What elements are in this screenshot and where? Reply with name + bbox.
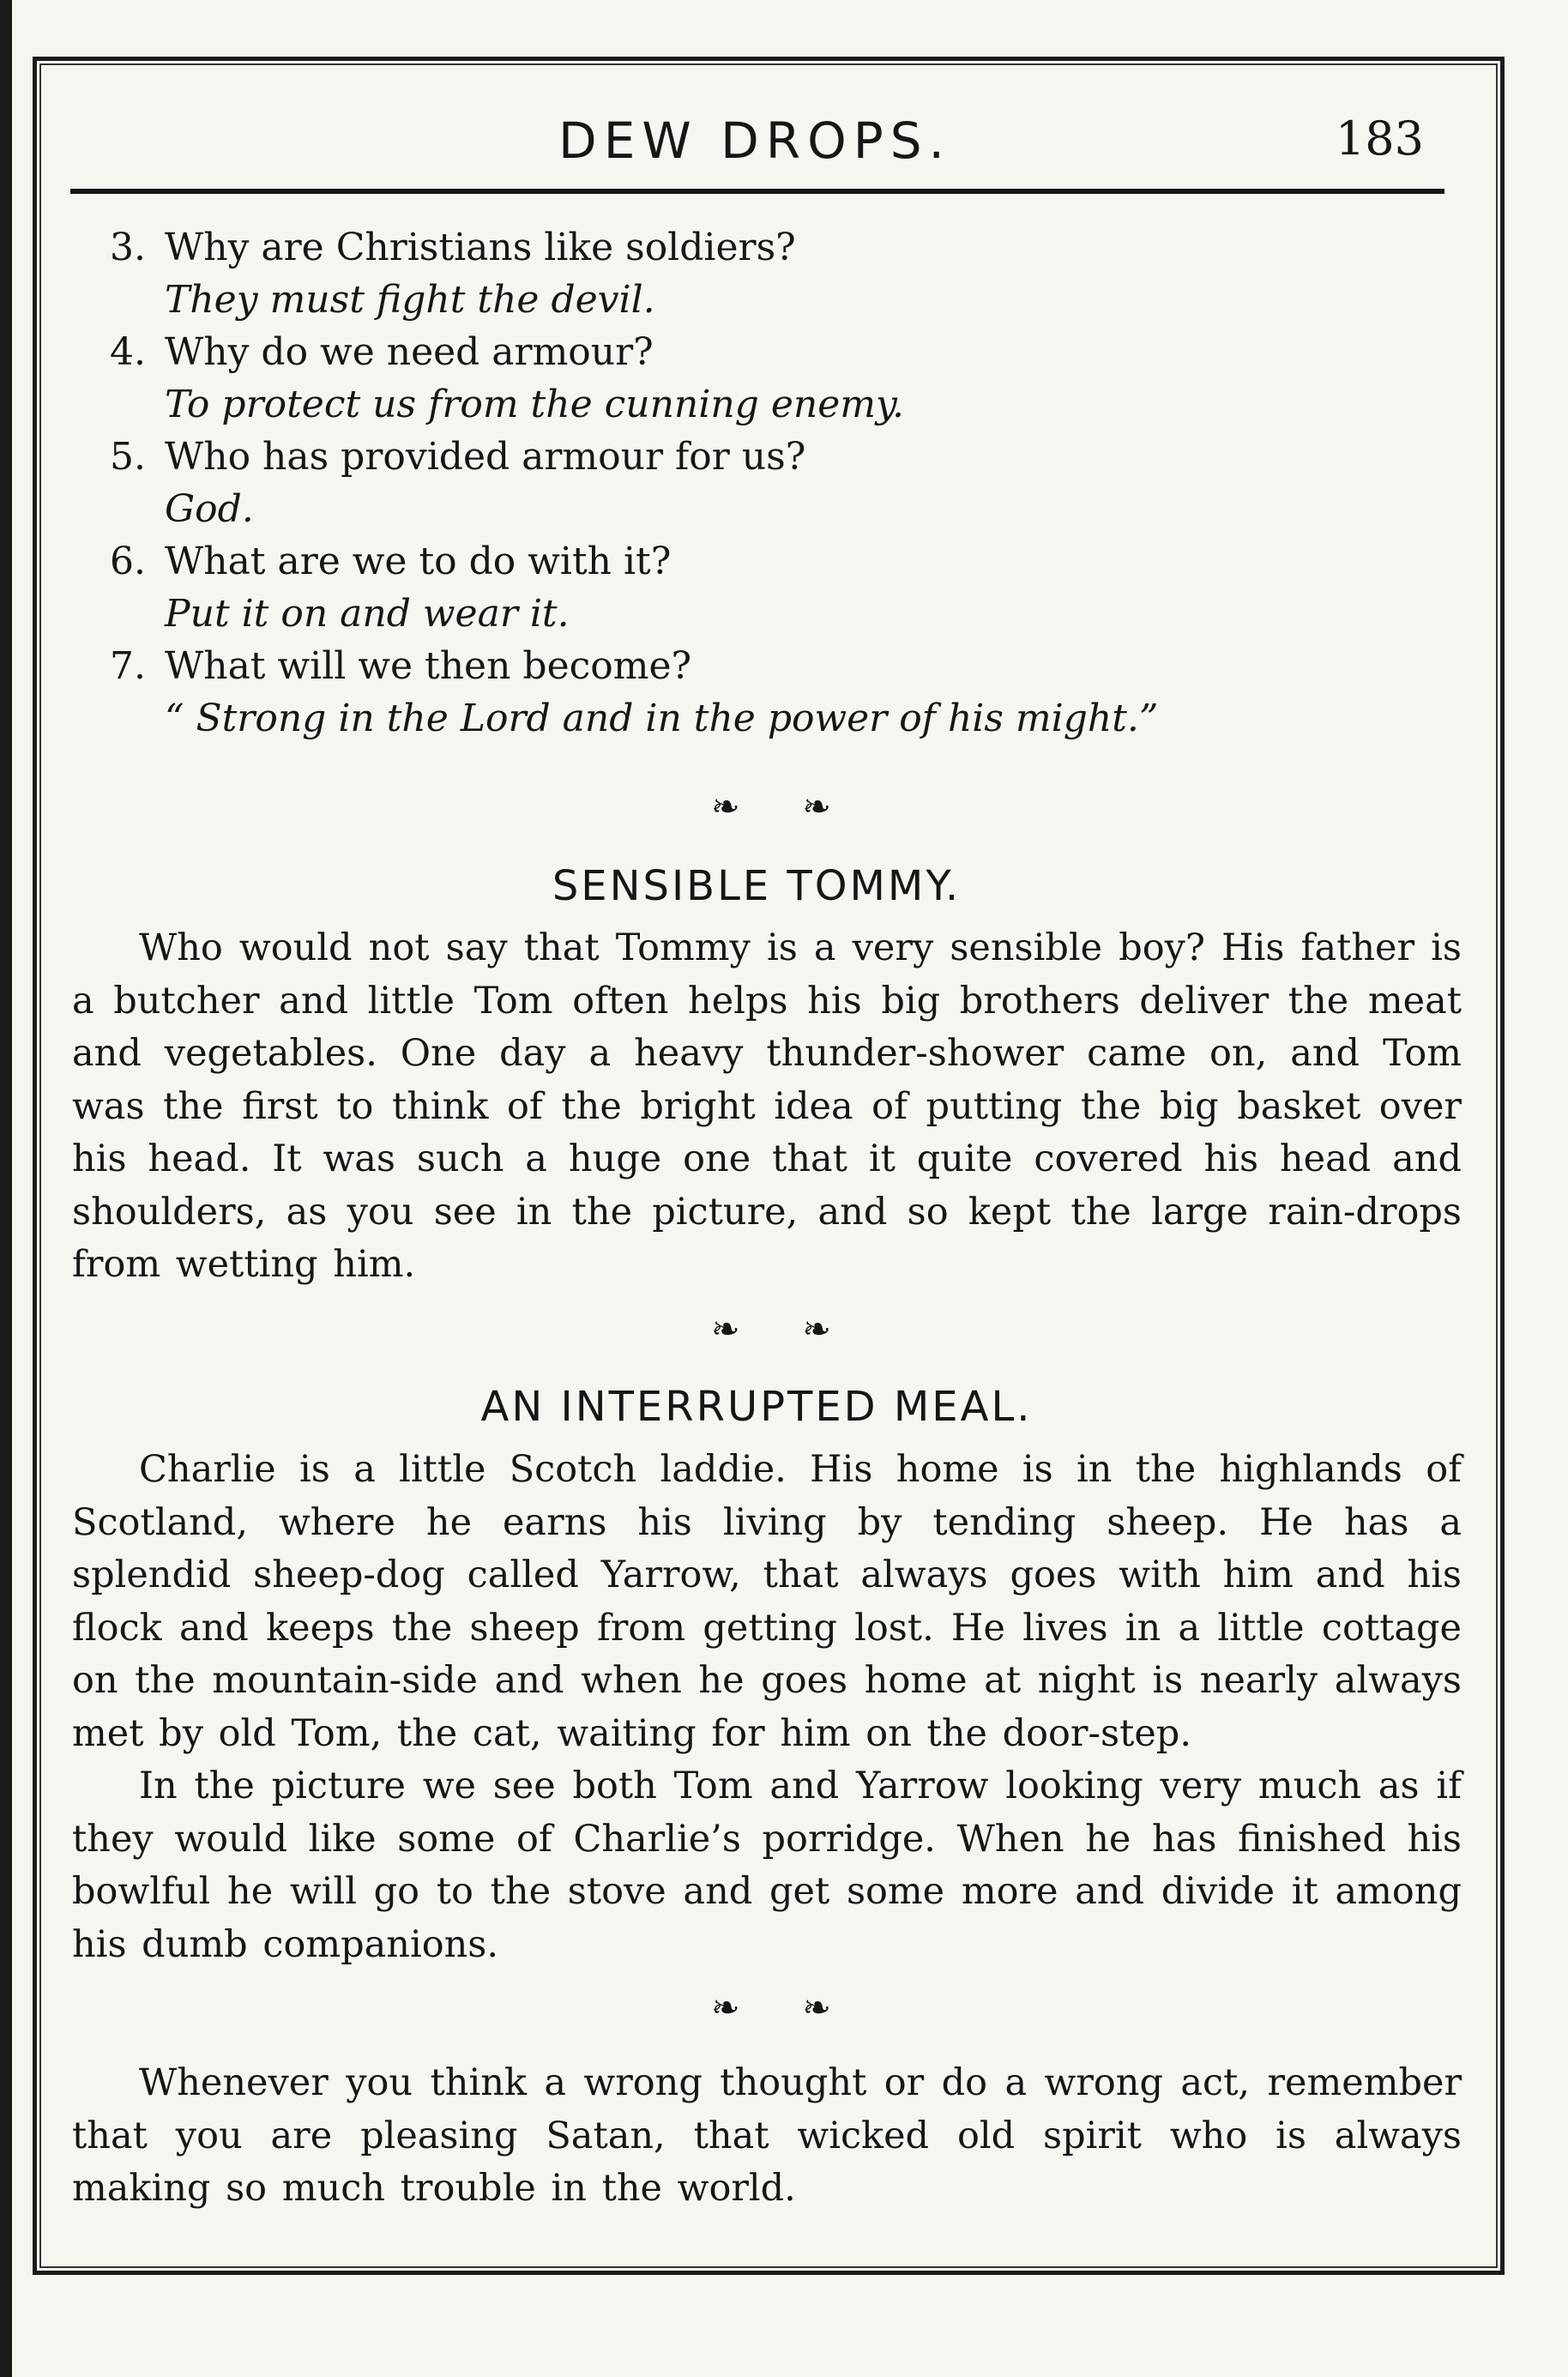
section-title-sensible-tommy: SENSIBLE TOMMY.: [552, 862, 962, 910]
answer: To protect us from the cunning enemy.: [165, 383, 904, 426]
section-title-interrupted-meal: AN INTERRUPTED MEAL.: [480, 1383, 1033, 1431]
question: What will we then become?: [165, 644, 692, 688]
question: Why are Christians like soldiers?: [165, 226, 796, 269]
question: What are we to do with it?: [165, 540, 672, 583]
paragraph: Charlie is a little Scotch laddie. His home is in the highlands of Scotland, where he earns his living by tending sheep. He has a splendid sheep-dog called Yarrow, that always goes with him and his flock and keeps the sheep from getting lost. He lives in a little cottage on the mountain-side and when he goes home at night is nearly always met by old Tom, the cat, waiting for him on the door-step.: [72, 1448, 1462, 1755]
paragraph: Who would not say that Tommy is a very sensible boy? His father is a butcher and little Tom often helps his big brothers deliver the meat and vegetables. One day a heavy thunder-shower came on, and Tom was the first to think of the bright idea of putting the big basket over his head. It was such a huge one that it quite covered his head and shoulders, as you see in the picture, and so kept the large rain-drops from wetting him.: [72, 926, 1462, 1286]
page-number: 183: [1335, 112, 1424, 166]
running-title: DEW DROPS.: [558, 112, 951, 170]
fleuron-ornament: ❧ ❧: [711, 1310, 857, 1349]
fleuron-ornament: ❧ ❧: [711, 1988, 857, 2028]
answer: “ Strong in the Lord and in the power of his might.”: [165, 697, 1159, 740]
question-number: 4.: [110, 330, 146, 374]
qa-item: [110, 535, 1439, 640]
fleuron-ornament: ❧ ❧: [711, 787, 857, 827]
question: Who has provided armour for us?: [165, 435, 806, 479]
header-rule: [70, 189, 1444, 194]
question-number: 5.: [110, 435, 146, 479]
qa-item: [110, 221, 1439, 326]
qa-item: [110, 431, 1439, 535]
question-number: 6.: [110, 540, 146, 583]
qa-item: [110, 640, 1439, 745]
question: Why do we need armour?: [165, 330, 654, 374]
answer: They must fight the devil.: [165, 278, 655, 322]
paragraph: In the picture we see both Tom and Yarrow looking very much as if they would like some of Charlie’s porridge. When he has finished his bowlful he will go to the stove and get some more and divide it among his dumb companions.: [72, 1765, 1462, 1966]
question-number: 3.: [110, 226, 146, 269]
closing-paragraph: Whenever you think a wrong thought or do a wrong act, remember that you are pleasing Satan, that wicked old spirit who is always making so much trouble in the world.: [72, 2061, 1462, 2210]
page-header: [69, 108, 1441, 185]
answer: Put it on and wear it.: [165, 592, 570, 636]
question-number: 7.: [110, 644, 146, 688]
qa-item: [110, 326, 1439, 431]
catechism-list: [110, 221, 1439, 745]
answer: God.: [165, 487, 254, 531]
